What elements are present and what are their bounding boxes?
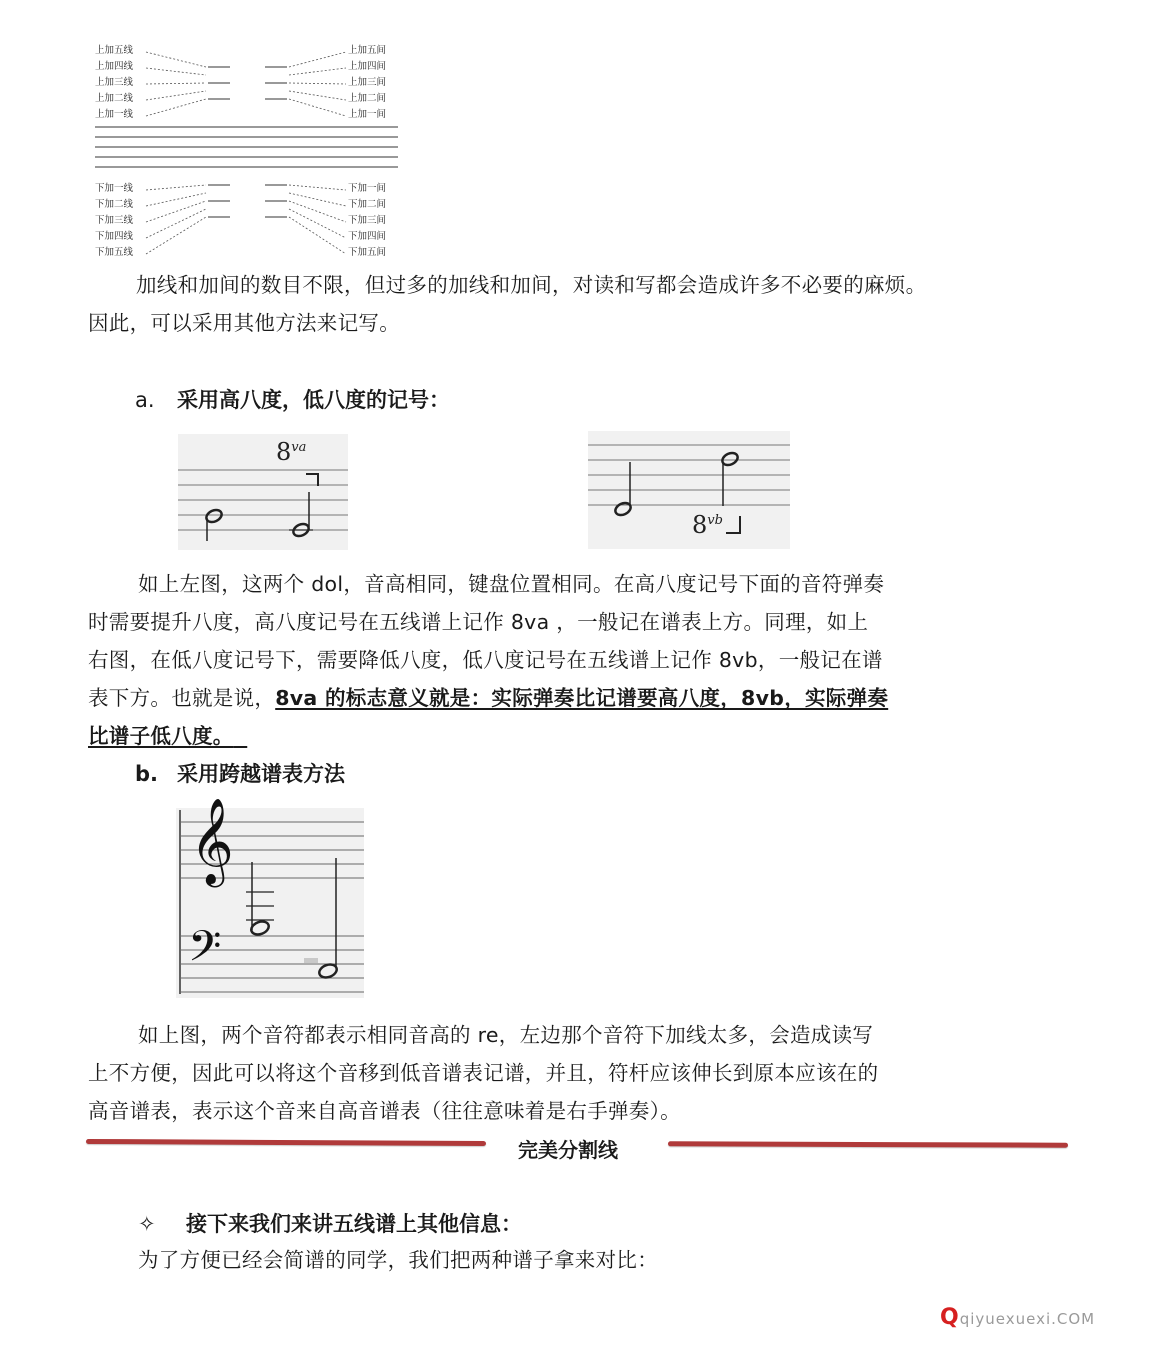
lower-line-label: 下加三线: [95, 215, 134, 226]
upper-space-label: 上加四间: [348, 61, 387, 72]
next-section-text: 为了方便已经会简谱的同学，我们把两种谱子拿来对比：: [138, 1248, 658, 1272]
octave-8vb-number: 8: [692, 511, 708, 539]
para-a-line: [88, 679, 1078, 717]
para-a-line: [88, 717, 1078, 755]
para-a-emphasis: 8va 的标志意义就是：实际弹奏比记谱要高八度，8vb，实际弹奏: [275, 686, 889, 710]
para-b-line: 如上图，两个音符都表示相同音高的 re，左边那个音符下加线太多，会造成读写: [138, 1023, 874, 1047]
divider-line-left: [86, 1139, 486, 1146]
intro-line: 加线和加间的数目不限，但过多的加线和加间，对读和写都会造成许多不必要的麻烦。: [136, 273, 927, 297]
lower-line-label: 下加五线: [95, 247, 134, 258]
paragraph-cross-staff: [88, 1016, 1078, 1130]
para-a-emphasis-end: 比谱子低八度。: [88, 724, 234, 748]
octave-figure-8va: [178, 434, 348, 550]
section-b-marker: b.: [135, 762, 159, 786]
upper-line-label: 上加一线: [95, 109, 134, 120]
lower-line-label: 下加四线: [95, 231, 134, 242]
section-a-marker: a.: [135, 388, 155, 412]
octave-figure-8vb: [588, 431, 790, 549]
upper-line-label: 上加三线: [95, 77, 134, 88]
ledger-lines-graphic: [90, 40, 410, 265]
divider-label: 完美分割线: [518, 1138, 618, 1162]
lower-space-label: 下加四间: [348, 231, 387, 242]
upper-line-label: 上加二线: [95, 93, 134, 104]
octave-staff-8va: [178, 434, 348, 550]
ledger-diagram: [90, 40, 410, 265]
section-a-heading: [135, 384, 450, 414]
site-watermark: [940, 1305, 1095, 1330]
divider-line-right: [668, 1141, 1068, 1147]
bullet-icon: ✧: [138, 1212, 156, 1236]
octave-8vb-mark: [692, 511, 723, 539]
lower-space-label: 下加二间: [348, 199, 387, 210]
divider: [86, 1130, 1070, 1166]
watermark-text: qiyuexuexi.COM: [959, 1310, 1096, 1328]
octave-staff-8vb: [588, 431, 790, 549]
para-a-line: 时需要提升八度，高八度记号在五线谱上记作 8va ，一般记在谱表上方。同理，如上: [88, 610, 869, 634]
para-b-line: 上不方便，因此可以将这个音移到低音谱表记谱，并且，符杆应该伸长到原本应该在的: [88, 1061, 879, 1085]
grand-staff-figure: [176, 798, 364, 998]
para-a-plain: 表下方。也就是说，: [88, 686, 276, 710]
section-b-heading: [135, 758, 345, 788]
paragraph-octave: [88, 565, 1078, 755]
section-a-title: 采用高八度，低八度的记号：: [177, 388, 450, 412]
lower-line-label: 下加二线: [95, 199, 134, 210]
bass-clef-icon: 𝄢: [188, 922, 222, 982]
next-section-heading: [138, 1208, 522, 1238]
para-b-line: 高音谱表，表示这个音来自高音谱表（往往意味着是右手弹奏）。: [88, 1099, 681, 1123]
para-a-line: 右图，在低八度记号下，需要降低八度，低八度记号在五线谱上记作 8vb，一般记在谱: [88, 648, 883, 672]
upper-space-label: 上加一间: [348, 109, 387, 120]
lower-space-label: 下加五间: [348, 247, 387, 258]
upper-line-label: 上加五线: [95, 45, 134, 56]
watermark-logo-icon: Q: [940, 1305, 960, 1330]
next-section-title: 接下来我们来讲五线谱上其他信息：: [186, 1212, 522, 1236]
lower-space-label: 下加一间: [348, 183, 387, 194]
upper-space-label: 上加二间: [348, 93, 387, 104]
lower-space-label: 下加三间: [348, 215, 387, 226]
intro-line: 因此，可以采用其他方法来记写。: [88, 311, 400, 335]
octave-8va-suffix: va: [291, 440, 307, 455]
intro-paragraph: [88, 266, 1068, 342]
octave-8va-mark: [276, 438, 306, 466]
octave-8vb-suffix: vb: [707, 513, 723, 528]
octave-8va-number: 8: [276, 438, 292, 466]
upper-line-label: 上加四线: [95, 61, 134, 72]
upper-space-label: 上加五间: [348, 45, 387, 56]
para-a-line: 如上左图，这两个 dol，音高相同，键盘位置相同。在高八度记号下面的音符弹奏: [138, 572, 885, 596]
lower-line-label: 下加一线: [95, 183, 134, 194]
treble-clef-icon: 𝄞: [190, 798, 234, 884]
section-b-title: 采用跨越谱表方法: [177, 762, 345, 786]
upper-space-label: 上加三间: [348, 77, 387, 88]
